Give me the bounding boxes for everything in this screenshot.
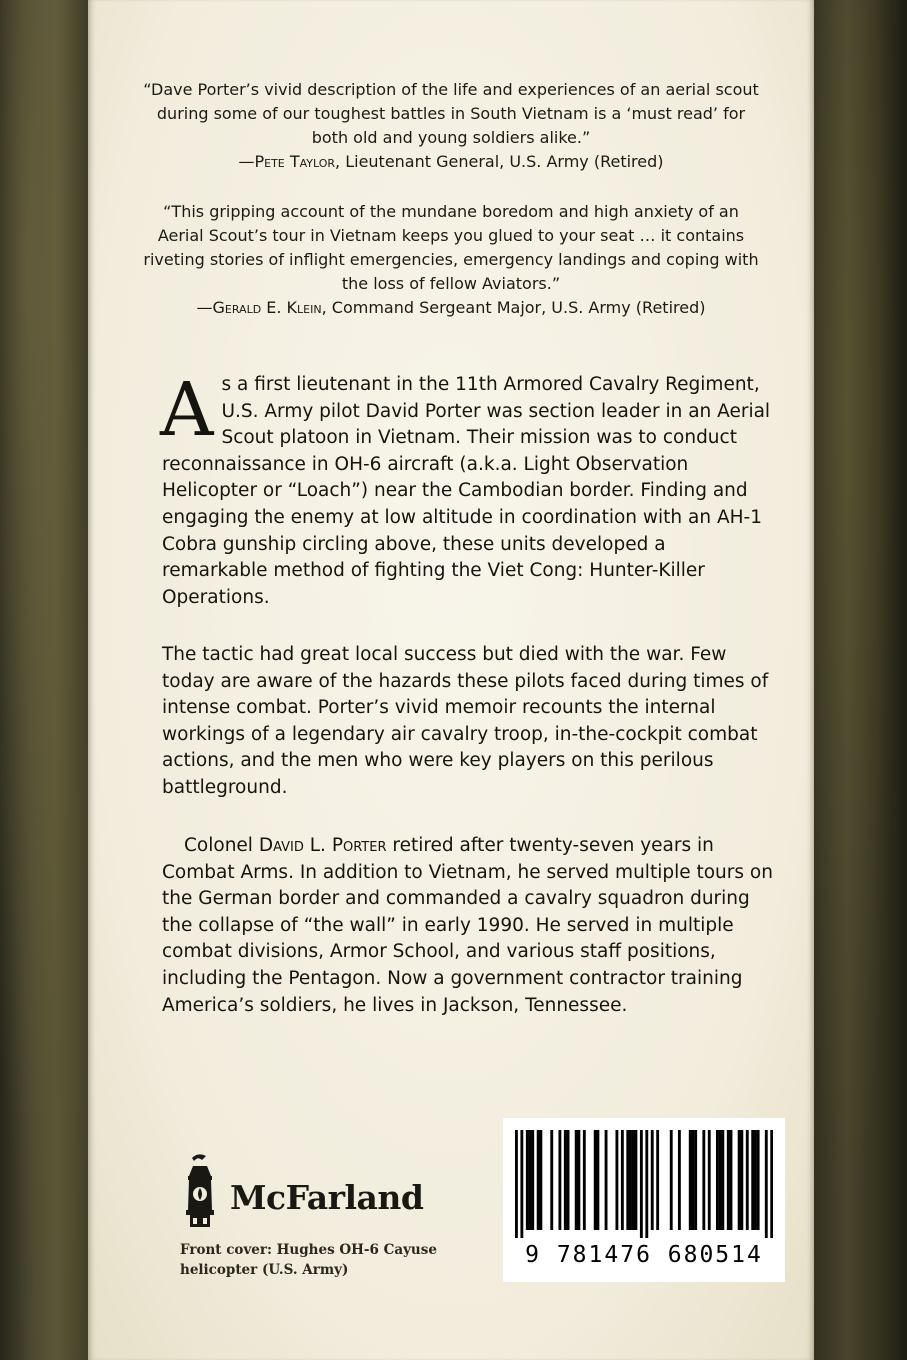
barcode-bar [564,1130,567,1230]
barcode-bar [740,1130,743,1230]
barcode-bar [702,1130,705,1230]
barcode-bar [770,1130,773,1238]
barcode-bar [537,1130,540,1230]
barcode-bar [719,1130,722,1230]
isbn-barcode [503,1118,785,1282]
barcode-bar [558,1130,561,1230]
barcode-bar [692,1130,695,1230]
author-bio-text: retired after twenty-seven years in Combat Arms. In addition to Vietnam, he served multiple tours on the German border and commanded a cavalry squadron during the collapse of “the wall” in early 1990. He served in multiple combat divisions, Armor School, and various staff positions, including the Pentagon. Now a government contractor training America’s soldiers, he lives in Jackson, Tennessee. [162,835,773,1016]
barcode-bar [577,1130,580,1230]
barcode-bar [738,1130,741,1230]
publisher-logo [178,1152,448,1232]
lantern-icon [178,1152,222,1232]
back-cover-paper [88,0,814,1360]
barcode-bar [629,1130,632,1230]
barcode-bar [531,1130,534,1230]
description-paragraph-1 [160,367,774,611]
barcode-bar [716,1130,719,1230]
left-photo-border [0,0,92,1360]
barcode-bar [621,1130,624,1230]
barcode-bar [539,1130,542,1230]
description-paragraph-1-text: s a first lieutenant in the 11th Armored Cavalry Regiment, U.S. Army pilot David Porter was section leader in an Aerial Scout platoon in Vietnam. Their mission was to conduct reconnaissance in OH-6 aircraft (a.k.a. Light Observation Helicopter or “Loach”) near the Cambodian border. Finding and engaging the enemy at low altitude in coordination with an AH-1 Cobra gunship circling above, these units developed a remarkable method of fighting the Viet Cong: Hunter-Killer Operations. [162,374,771,608]
barcode-bar [640,1130,643,1238]
barcode-bar [694,1130,697,1230]
barcode-bar [526,1130,529,1230]
author-bio-name: David L. Porter [258,835,387,856]
attribution-dash: — [238,152,255,171]
barcode-bar [757,1130,760,1230]
barcode-bar [529,1130,532,1230]
barcode-bar [678,1130,681,1230]
blurb-quote-2-text: “This gripping account of the mundane boredom and high anxiety of an Aerial Scout’s tour in Vietnam keeps you glued to your seat … it contains riveting stories of inflight emergencies, emergency landings and coping with the loss of fellow Aviators.” [143,202,759,293]
attribution-dash: — [196,298,213,317]
blurb-quote-2-attribution [138,296,764,320]
blurb-quote-2 [138,200,764,320]
barcode-bar [567,1130,570,1230]
blurb-quote-1-text: “Dave Porter’s vivid description of the life and experiences of an aerial scout during some of our toughest battles in South Vietnam is a ‘must read’ for both old and young soldiers alike.” [143,80,759,147]
publisher-name: McFarland [230,1178,424,1217]
barcode-bar [626,1130,629,1230]
barcode-bar [730,1130,733,1230]
barcode-bar [594,1130,597,1230]
barcode-bar [634,1130,637,1230]
barcode-bar [632,1130,635,1230]
barcode-bar [754,1130,757,1230]
barcode-bar [645,1130,648,1238]
barcode-bar [689,1130,692,1230]
blurb-quote-1-attribution [138,150,764,174]
blurb-quote-2-title: , Command Sergeant Major, U.S. Army (Retired) [321,298,706,317]
blurb-quote-1-title: , Lieutenant General, U.S. Army (Retired) [335,152,664,171]
barcode-bar [721,1130,724,1230]
barcode-bar [575,1130,578,1230]
right-photo-border [807,0,907,1360]
blurb-quote-1 [138,78,764,174]
barcode-bar [651,1130,654,1230]
cover-credit: Front cover: Hughes OH-6 Cayuse helicopter (U.S. Army) [180,1242,437,1278]
barcode-bar [765,1130,768,1238]
back-cover-content [88,0,814,1360]
barcode-bar [746,1130,749,1230]
barcode-bar [583,1130,586,1230]
barcode-bar [727,1130,730,1230]
blurb-quote-1-author: Pete Taylor [254,152,336,171]
barcode-bar [708,1130,711,1230]
author-bio-prefix: Colonel [184,835,259,856]
barcode-bar [615,1130,618,1230]
barcode-bar [670,1130,673,1230]
description-paragraph-2: The tactic had great local success but died with the war. Few today are aware of the hazards these pilots faced during times of intense combat. Porter’s vivid memoir recounts the internal workings of a legendary air cavalry troop, in-the-cockpit combat actions, and the men who were key players on this perilous battleground. [162,644,769,798]
isbn-number: 9 781476 680514 [525,1242,763,1268]
barcode-bar [751,1130,754,1230]
drop-cap: A [160,367,214,453]
author-bio [162,833,774,1019]
barcode-bars [515,1130,773,1238]
barcode-bar [520,1130,523,1238]
barcode-bar [550,1130,553,1230]
barcode-bar [515,1130,518,1238]
barcode-bar [656,1130,659,1230]
barcode-bar [596,1130,599,1230]
barcode-bar [605,1130,608,1230]
blurb-quote-2-author: Gerald E. Klein [212,298,322,317]
